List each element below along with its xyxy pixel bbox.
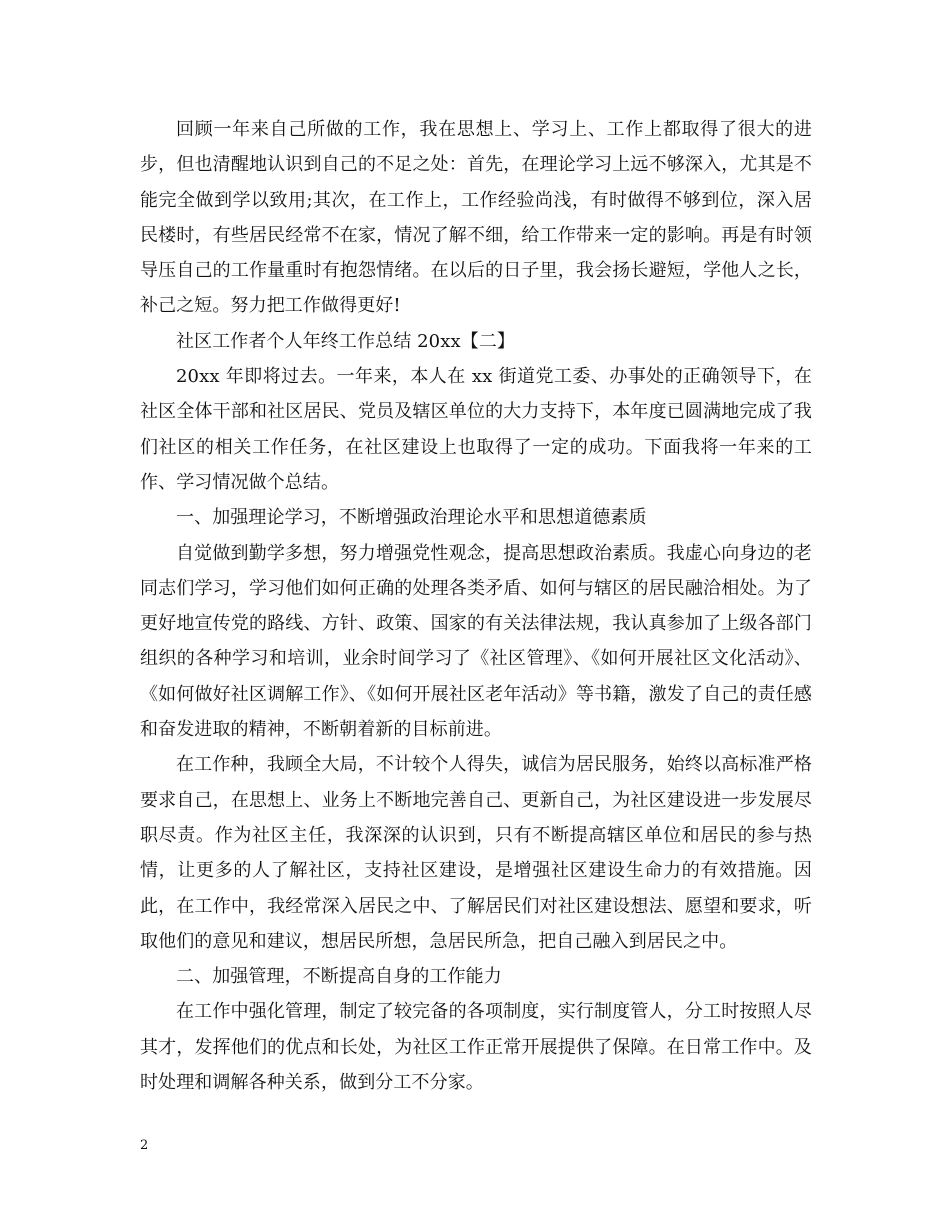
paragraph-study: 自觉做到勤学多想，努力增强党性观念，提高思想政治素质。我虚心向身边的老同志们学习，学习他们如何正确的处理各类矛盾、如何与辖区的居民融洽相处。为了更好地宣传党的路线、方针、政策、国家的有关法律法规，我认真参加了上级各部门组织的各种学习和培训，业余时间学习了《社区管理》、《如何开展社区文化活动》、《如何做好社区调解工作》、《如何开展社区老年活动》等书籍，激发了自己的责任感和奋发进取的精神，不断朝着新的目标前进。 xyxy=(140,542,812,741)
section-heading-two: 二、加强管理，不断提高自身的工作能力 xyxy=(176,966,502,988)
paragraph-work-attitude: 在工作种，我顾全大局，不计较个人得失，诚信为居民服务，始终以高标准严格要求自己，在思想上、业务上不断地完善自己、更新自己，为社区建设进一步发展尽职尽责。作为社区主任，我深深的认识到，只有不断提高辖区单位和居民的参与热情，让更多的人了解社区，支持社区建设，是增强社区建设生命力的有效措施。因此，在工作中，我经常深入居民之中、了解居民们对社区建设想法、愿望和要求，听取他们的意见和建议，想居民所想，急居民所急，把自己融入到居民之中。 xyxy=(140,754,812,952)
paragraph-management: 在工作中强化管理，制定了较完备的各项制度，实行制度管人，分工时按照人尽其才，发挥他们的优点和长处，为社区工作正常开展提供了保障。在日常工作中。及时处理和调解各种关系，做到分工不分家。 xyxy=(140,1001,812,1094)
paragraph-review: 回顾一年来自己所做的工作，我在思想上、学习上、工作上都取得了很大的进步，但也清醒地认识到自己的不足之处：首先，在理论学习上远不够深入，尤其是不能完全做到学以致用;其次，在工作上，工作经验尚浅，有时做得不够到位，深入居民楼时，有些居民经常不在家，情况了解不细，给工作带来一定的影响。再是有时领导压自己的工作量重时有抱怨情绪。在以后的日子里，我会扬长避短，学他人之长，补己之短。努力把工作做得更好! xyxy=(140,119,812,317)
page-number: 2 xyxy=(140,1138,149,1153)
section-heading-one: 一、加强理论学习，不断增强政治理论水平和思想道德素质 xyxy=(176,507,647,529)
section-heading-part-two: 社区工作者个人年终工作总结 20xx【二】 xyxy=(176,330,516,352)
document-body xyxy=(140,112,812,1100)
paragraph-intro: 20xx 年即将过去。一年来，本人在 xx 街道党工委、办事处的正确领导下，在社区全体干部和社区居民、党员及辖区单位的大力支持下，本年度已圆满地完成了我们社区的相关工作任务，在社区建设上也取得了一定的成功。下面我将一年来的工作、学习情况做个总结。 xyxy=(140,366,812,493)
